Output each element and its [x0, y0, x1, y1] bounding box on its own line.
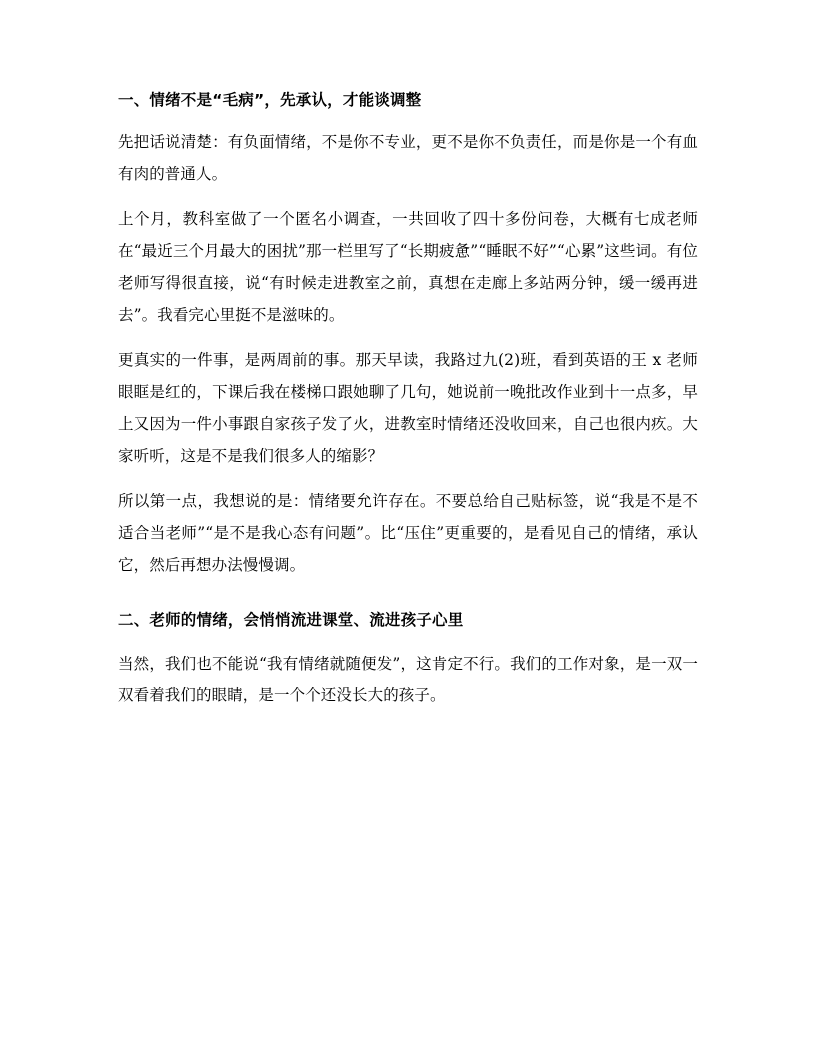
paragraph-1: 先把话说清楚：有负面情绪，不是你不专业，更不是你不负责任，而是你是一个有血有肉的普通人。	[118, 132, 698, 183]
section-heading-2: 二、老师的情绪，会悄悄流进课堂、流进孩子心里	[118, 610, 464, 629]
document-body	[118, 88, 698, 712]
paragraph-4: 所以第一点，我想说的是：情绪要允许存在。不要总给自己贴标签，说“我是不是不适合当老师”“是不是我心态有问题”。比“压住”更重要的，是看见自己的情绪，承认它，然后再想办法慢慢调。	[118, 492, 698, 574]
section-heading-1: 一、情绪不是“毛病”，先承认，才能谈调整	[118, 91, 422, 109]
paragraph-5: 当然，我们也不能说“我有情绪就随便发”，这肯定不行。我们的工作对象，是一双一双看着我们的眼睛，是一个个还没长大的孩子。	[118, 654, 698, 705]
paragraph-3: 更真实的一件事，是两周前的事。那天早读，我路过九(2)班，看到英语的王 x 老师眼眶是红的，下课后我在楼梯口跟她聊了几句，她说前一晚批改作业到十一点多，早上又因为一件小事跟自家孩子发了火，进教室时情绪还没收回来，自己也很内疚。大家听听，这是不是我们很多人的缩影？	[118, 351, 698, 465]
paragraph-2: 上个月，教科室做了一个匿名小调查，一共回收了四十多份问卷，大概有七成老师在“最近三个月最大的困扰”那一栏里写了“长期疲惫”“睡眠不好”“心累”这些词。有位老师写得很直接，说“有时候走进教室之前，真想在走廊上多站两分钟，缓一缓再进去”。我看完心里挺不是滋味的。	[118, 210, 698, 324]
